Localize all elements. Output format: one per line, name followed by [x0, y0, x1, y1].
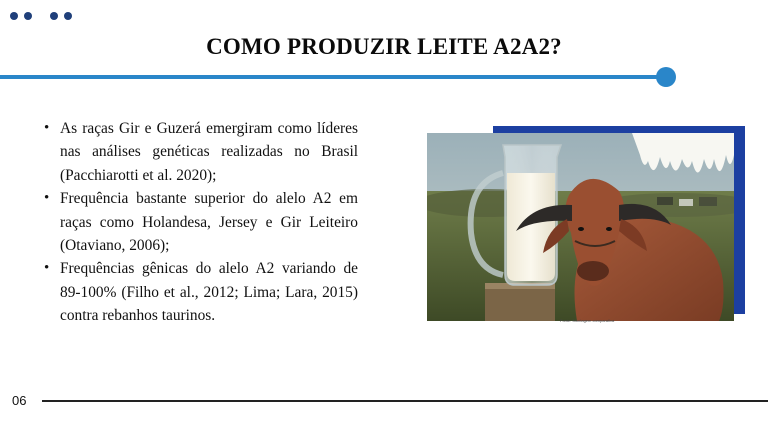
- decorative-dots: [10, 12, 72, 20]
- cow-milk-illustration: [427, 133, 734, 321]
- image-credit: Fonte: Montagem comparativa: [560, 318, 615, 323]
- cow-milk-photo: [427, 133, 734, 321]
- dot-icon: [64, 12, 72, 20]
- dot-icon: [24, 12, 32, 20]
- footer-divider: [42, 400, 768, 402]
- dot-icon: [50, 12, 58, 20]
- page-number: 06: [12, 393, 27, 408]
- slide-title: COMO PRODUZIR LEITE A2A2?: [206, 34, 562, 59]
- dot-icon: [10, 12, 18, 20]
- bullet-item: • As raças Gir e Guzerá emergiram como líderes nas análises genéticas realizadas no Brasil (Pacchiarotti et al. 2020);: [44, 117, 358, 187]
- bullet-item: • Frequência bastante superior do alelo A2 em raças como Holandesa, Jersey e Gir Leiteiro (Otaviano, 2006);: [44, 187, 358, 257]
- bullet-list: [44, 117, 358, 328]
- title-divider: [0, 75, 662, 79]
- divider-circle: [656, 67, 676, 87]
- bullet-item: • Frequências gênicas do alelo A2 variando de 89-100% (Filho et al., 2012; Lima; Lara, 2015) contra rebanhos taurinos.: [44, 257, 358, 327]
